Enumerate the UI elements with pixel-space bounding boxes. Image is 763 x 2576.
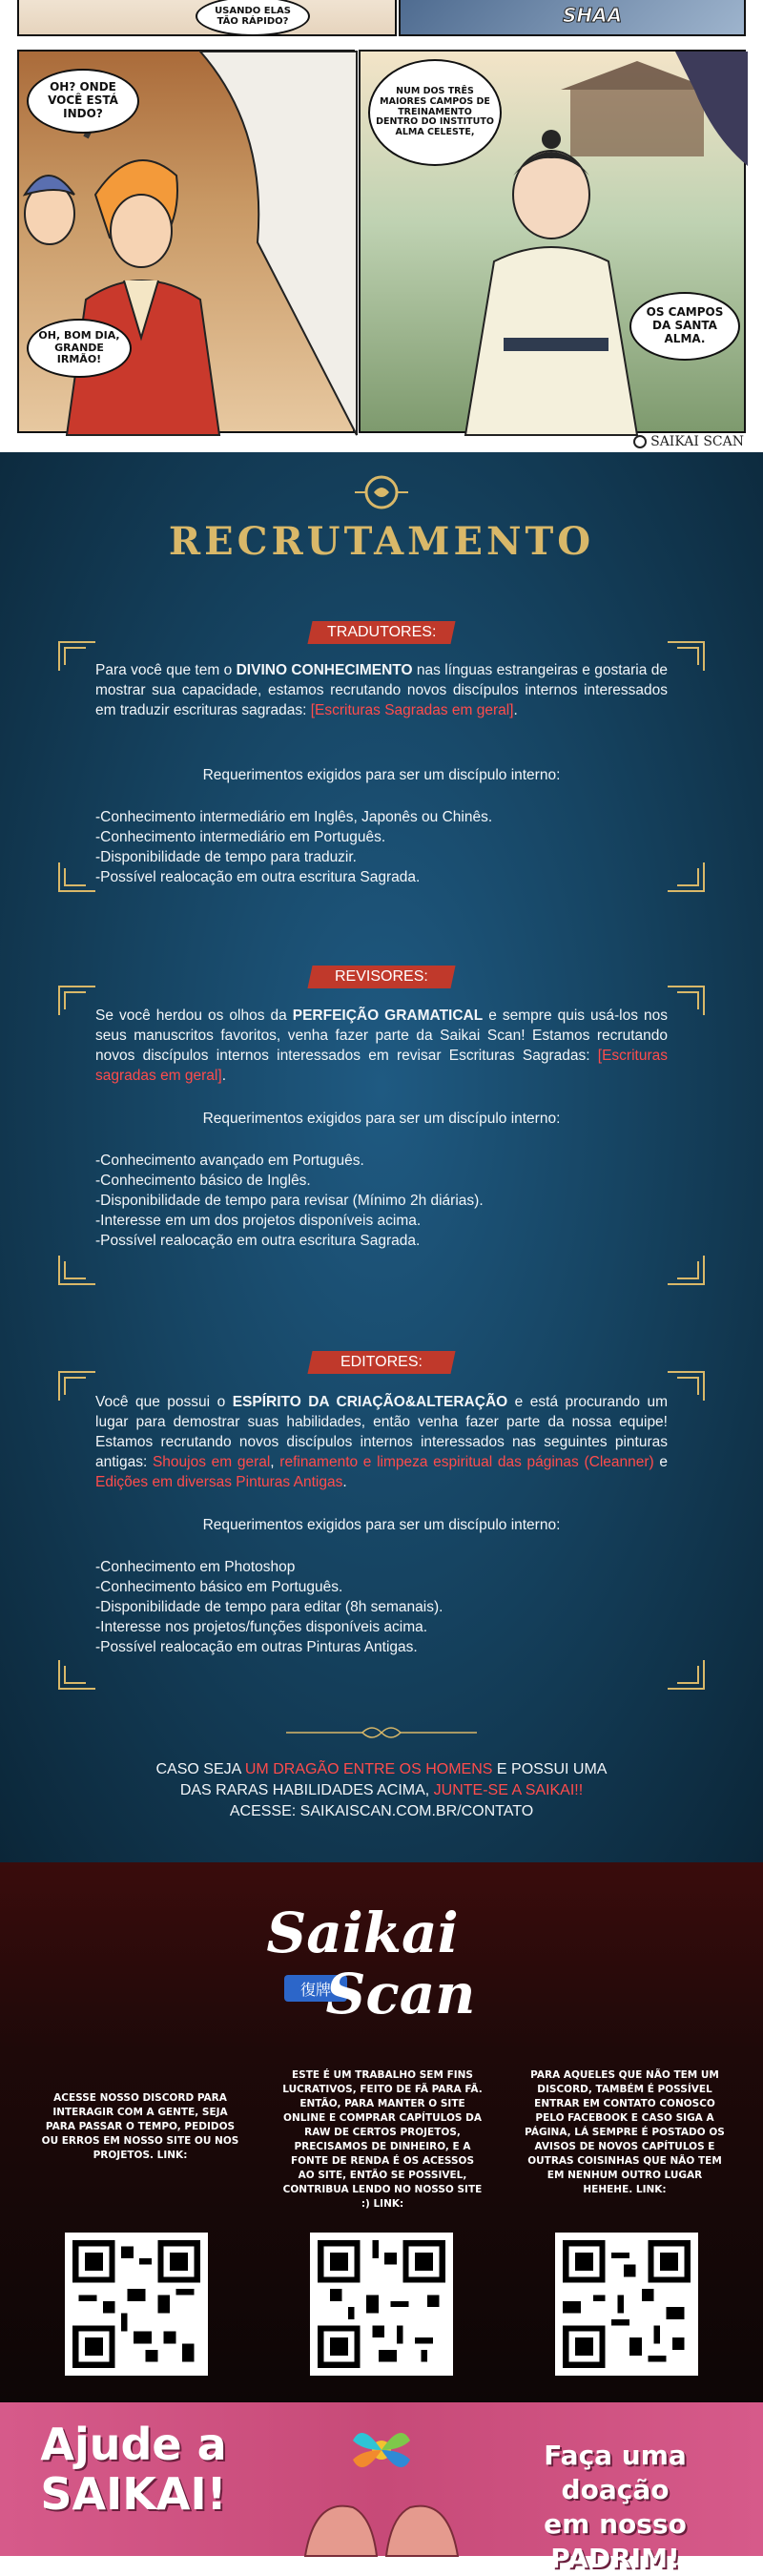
requirements-heading: Requerimentos exigidos para ser um discípulo interno: [202, 1111, 561, 1127]
comic-panel-top-left [17, 0, 397, 36]
text-run: e [653, 1454, 668, 1470]
text-run: E POSSUI UMA [492, 1761, 608, 1777]
list-item: -Conhecimento intermediário em Inglês, Japonês ou Chinês. [95, 809, 493, 825]
speech-text: OH, BOM DIA, GRANDE IRMÃO! [38, 329, 120, 366]
text-run: e sempre quis usá-los nos seus manuscritos favoritos, venha fazer parte da Saikai Scan! Estamos recrutando novos discípulos internos interessados em revisar Escrituras Sagradas: [95, 1008, 669, 1064]
scan-logo-icon [633, 435, 647, 448]
facebook-qr-code[interactable] [555, 2233, 698, 2376]
text-run: e está procurando um lugar para demostrar suas habilidades, então venha fazer parte da nossa equipe! Estamos recrutando novos discípulos internos interessados nas seguintes pinturas antigas: [95, 1394, 668, 1470]
requirements-heading: Requerimentos exigidos para ser um discípulo interno: [202, 1517, 561, 1533]
list-item: -Conhecimento intermediário em Português. [95, 829, 386, 845]
closing-message [0, 1759, 763, 1822]
corner-ornament-icon [57, 861, 107, 895]
text-run: Se você herdou os olhos da [95, 1008, 293, 1024]
role-label-translators [307, 621, 455, 644]
list-item: -Conhecimento básico em Português. [95, 1579, 343, 1595]
editors-description [95, 1392, 668, 1492]
divider-ornament-icon [286, 1721, 477, 1744]
revisors-description [95, 1006, 668, 1086]
text-run: , [270, 1454, 280, 1470]
text-run: nas línguas estrangeiras e gostaria de mostrar sua capacidade, estamos recrutando novos discípulos internos interessados em traduzir escrituras sagradas: [95, 662, 668, 718]
list-item: -Possível realocação em outra escritura Sagrada. [95, 1233, 421, 1249]
text-run: . [342, 1474, 347, 1490]
padrim-hands-icon [286, 2412, 477, 2556]
site-description: ESTE É UM TRABALHO SEM FINS LUCRATIVOS, FEITO DE FÃ PARA FÃ. ENTÃO, PARA MANTER O SITE ONLINE E COMPRAR CAPÍTULOS DA RAW DE CERTOS PROJETOS, PRECISAMOS DE DINHEIRO, E A FONTE DE RENDA É OS ACESSOS AO SITE, ENTÃO SE POSSIVEL, CONTRIBUA LENDO NO NOSSO SITE :) LINK: [282, 2069, 483, 2210]
role-label-editors [307, 1351, 455, 1374]
text-run: Para você que tem o [95, 662, 237, 678]
requirements-list [95, 1557, 668, 1657]
text-run-highlight: [Escrituras sagradas em geral] [95, 1048, 668, 1084]
list-item: -Disponibilidade de tempo para traduzir. [95, 849, 357, 865]
speech-bubble-2 [27, 319, 132, 378]
list-item: -Disponibilidade de tempo para revisar (Mínimo 2h diárias). [95, 1193, 484, 1209]
list-item: -Conhecimento básico de Inglês. [95, 1173, 311, 1189]
list-item: -Possível realocação em outras Pinturas Antigas. [95, 1639, 418, 1655]
text-run: . [513, 702, 518, 718]
requirements-heading: Requerimentos exigidos para ser um discípulo interno: [202, 767, 561, 783]
text-run: CASO SEJA [155, 1761, 245, 1777]
comic-strip [0, 0, 763, 452]
donation-banner[interactable] [0, 2402, 763, 2574]
qr-code-icon [318, 2240, 445, 2368]
role-label-text: REVISORES: [335, 968, 428, 985]
saikai-scan-logo [219, 1901, 544, 2034]
saikai-info-section [0, 1862, 763, 2402]
corner-ornament-icon [656, 861, 706, 895]
recruitment-title: RECRUTAMENTO [168, 519, 595, 564]
text-run: Você que possui o [95, 1394, 233, 1410]
sound-effect: SHAA [563, 4, 623, 27]
crest-ornament-icon [353, 471, 410, 515]
comic-panel-right [359, 50, 746, 433]
comic-panel-top-right [399, 0, 746, 36]
requirements-list [95, 1151, 668, 1251]
role-label-revisors [307, 966, 455, 988]
role-label-text: TRADUTORES: [326, 624, 437, 640]
discord-qr-code[interactable] [65, 2233, 208, 2376]
speech-text: USANDO ELAS TÃO RÁPIDO? [215, 5, 291, 27]
corner-ornament-icon [656, 1254, 706, 1288]
list-item: -Possível realocação em outra escritura Sagrada. [95, 869, 421, 885]
text-run-highlight: Shoujos em geral [152, 1454, 271, 1470]
donation-cta [486, 2439, 744, 2576]
text-run-highlight: Edições em diversas Pinturas Antigas [95, 1474, 343, 1490]
list-item: -Interesse nos projetos/funções disponíveis acima. [95, 1619, 428, 1635]
logo-text-bottom: Scan [325, 1962, 476, 2026]
logo-text-top: Saikai [266, 1901, 459, 1965]
list-item: -Disponibilidade de tempo para editar (8h semanais). [95, 1599, 443, 1615]
text-run-highlight: refinamento e limpeza espiritual das páginas (Cleanner) [279, 1454, 654, 1470]
corner-ornament-icon [57, 1658, 107, 1693]
donation-headline-line-2: SAIKAI! [40, 2468, 227, 2520]
watermark-text: SAIKAI SCAN [650, 434, 744, 449]
text-run: . [221, 1068, 226, 1084]
donation-cta-line-2: em nosso PADRIM! [544, 2508, 687, 2574]
comic-panel-left [17, 50, 355, 433]
watermark [633, 434, 744, 449]
recruitment-section [0, 452, 763, 1862]
speech-bubble-4 [629, 292, 740, 361]
closing-line-2 [0, 1780, 763, 1801]
site-qr-code[interactable] [310, 2233, 453, 2376]
qr-code-icon [563, 2240, 691, 2368]
list-item: -Interesse em um dos projetos disponíveis acima. [95, 1213, 422, 1229]
speech-text: OS CAMPOS DA SANTA ALMA. [646, 305, 724, 345]
qr-code-icon [72, 2240, 200, 2368]
donation-headline-line-1: Ajude a [40, 2419, 227, 2470]
requirements-list [95, 807, 668, 887]
discord-description: ACESSE NOSSO DISCORD PARA INTERAGIR COM A GENTE, SEJA PARA PASSAR O TEMPO, PEDIDOS OU ERROS EM NOSSO SITE OU NOS PROJETOS. LINK: [41, 2092, 239, 2161]
text-run-highlight: UM DRAGÃO ENTRE OS HOMENS [244, 1761, 493, 1777]
speech-bubble-3 [368, 59, 502, 166]
donation-cta-line-1: Faça uma doação [544, 2440, 687, 2505]
text-run-highlight: JUNTE-SE A SAIKAI!! [433, 1782, 584, 1798]
contact-link[interactable]: ACESSE: SAIKAISCAN.COM.BR/CONTATO [229, 1803, 534, 1819]
text-run-highlight: [Escrituras Sagradas em geral] [310, 702, 514, 718]
list-item: -Conhecimento em Photoshop [95, 1559, 296, 1575]
speech-bubble-top [196, 0, 310, 36]
text-run-bold: DIVINO CONHECIMENTO [236, 662, 413, 678]
text-run: DAS RARAS HABILIDADES ACIMA, [179, 1782, 434, 1798]
corner-ornament-icon [57, 1254, 107, 1288]
corner-ornament-icon [656, 1658, 706, 1693]
translators-description [95, 660, 668, 720]
facebook-description: PARA AQUELES QUE NÃO TEM UM DISCORD, TAMBÉM É POSSÍVEL ENTRAR EM CONTATO CONOSCO PELO FACEBOOK E CASO SIGA A PÁGINA, LÁ SEMPRE É POSTADO OS AVISOS DE NOVOS CAPÍTULOS E OUTRAS COISINHAS QUE NÃO TEM EM NENHUM OUTRO LUGAR HEHEHE. LINK: [525, 2069, 725, 2195]
logo-cjk-badge: 復牌 [284, 1975, 347, 2002]
text-run-bold: PERFEIÇÃO GRAMATICAL [292, 1008, 484, 1024]
text-run-bold: ESPÍRITO DA CRIAÇÃO&ALTERAÇÃO [232, 1394, 508, 1410]
closing-line-1 [0, 1759, 763, 1780]
speech-text: NUM DOS TRÊS MAIORES CAMPOS DE TREINAMENTO DENTRO DO INSTITUTO ALMA CELESTE, [376, 85, 494, 138]
list-item: -Conhecimento avançado em Português. [95, 1153, 364, 1169]
speech-text: OH? ONDE VOCÊ ESTÁ INDO? [48, 80, 118, 120]
donation-headline [29, 2420, 238, 2519]
role-label-text: EDITORES: [340, 1354, 423, 1370]
speech-bubble-1 [27, 69, 139, 134]
